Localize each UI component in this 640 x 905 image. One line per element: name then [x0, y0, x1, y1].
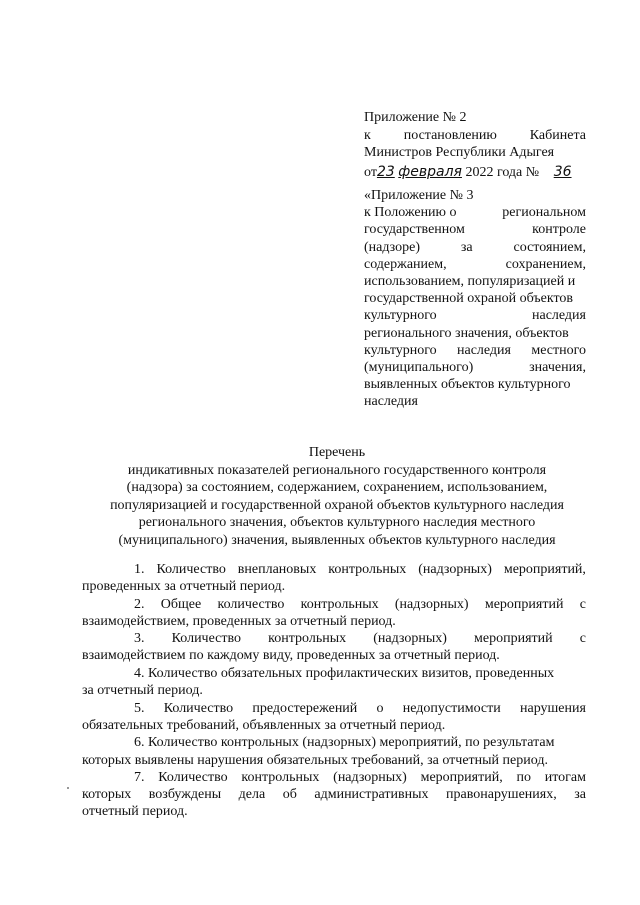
- w: культурного: [364, 342, 437, 358]
- w: (муниципального): [364, 360, 474, 376]
- word: (надзорных): [418, 562, 492, 577]
- appendix-date-line: [364, 164, 586, 182]
- list-item-continuation: за отчетный период.: [82, 683, 203, 699]
- list-heading: Перечень: [308, 445, 366, 460]
- word: Количество: [158, 770, 228, 786]
- reference-row: [364, 204, 586, 221]
- w: значения,: [529, 360, 586, 376]
- date-month-handwritten: февраля: [398, 163, 462, 180]
- reference-row: использованием, популяризацией и: [364, 274, 576, 290]
- reference-row: [364, 221, 586, 238]
- reference-block: [364, 187, 586, 411]
- appendix-line-3: Министров Республики Адыгея: [364, 145, 555, 160]
- word: с: [579, 631, 586, 647]
- w: состоянием,: [513, 239, 586, 255]
- w: сохранением,: [505, 256, 586, 272]
- word: мероприятий,: [503, 562, 586, 577]
- title-line: (муниципального) значения, выявленных объектов культурного наследия: [118, 532, 556, 548]
- w: контроле: [532, 222, 586, 238]
- word: нарушения: [520, 700, 586, 716]
- word: мероприятий,: [420, 770, 503, 786]
- word: предостережений: [252, 700, 358, 716]
- word: контрольных: [241, 770, 320, 786]
- word: о: [376, 700, 384, 716]
- list-item: [82, 561, 586, 595]
- title-line: (надзора) за состоянием, содержанием, сохранением, использованием,: [126, 480, 548, 496]
- scan-speck: [67, 787, 69, 789]
- date-prefix: от: [364, 164, 377, 180]
- title-line: индикативных показателей регионального государственного контроля: [127, 462, 547, 478]
- word: контрольных: [328, 562, 407, 577]
- word: Количество: [163, 700, 234, 716]
- reference-row: регионального значения, объектов: [364, 325, 569, 341]
- list-item-continuation: взаимодействием, проведенных за отчетный период.: [82, 613, 396, 629]
- w: наследия: [532, 308, 586, 324]
- appendix-title: Приложение № 2: [364, 110, 467, 125]
- word: 3.: [134, 631, 145, 647]
- word: 5.: [134, 700, 145, 716]
- word: количество: [217, 596, 285, 612]
- word: (надзорных): [373, 631, 447, 647]
- word: итогам: [544, 770, 586, 786]
- list-item-first-line: 4. Количество обязательных профилактических визитов, проведенных: [134, 666, 555, 682]
- word: 1.: [134, 562, 145, 577]
- list-item-first-line: [82, 700, 586, 717]
- reference-row: [364, 239, 586, 256]
- word: 7.: [134, 770, 145, 786]
- list-item: [82, 734, 586, 768]
- list-item-continuation: обязательных требований, объявленных за отчетный период.: [82, 717, 446, 733]
- reference-title: «Приложение № 3: [364, 188, 474, 203]
- appendix-line-2: [364, 127, 586, 145]
- w: содержанием,: [364, 256, 447, 272]
- list-item: [82, 630, 586, 664]
- title-line: регионального значения, объектов культурного наследия местного: [138, 515, 536, 531]
- word: 2.: [134, 596, 145, 612]
- list-item: [82, 596, 586, 630]
- list-item: [82, 700, 586, 734]
- word: с: [579, 596, 586, 612]
- list-item: [82, 665, 586, 699]
- word: контрольных: [268, 631, 347, 647]
- list-item-continuation: взаимодействием по каждому виду, проведенных за отчетный период.: [82, 648, 500, 664]
- document-number-handwritten: 36: [553, 163, 572, 180]
- title-line: популяризацией и государственной охраной объектов культурного наследия: [110, 497, 564, 513]
- word: Количество: [171, 631, 242, 647]
- word: Кабинета: [529, 127, 586, 143]
- list-item-first-line: 6. Количество контрольных (надзорных) мероприятий, по результатам: [134, 735, 555, 751]
- reference-row: [364, 256, 586, 273]
- word: контрольных: [300, 596, 379, 612]
- word: (надзорных): [394, 596, 469, 612]
- word: (надзорных): [333, 770, 407, 786]
- word: Общее: [160, 596, 202, 612]
- date-year: 2022 года №: [465, 164, 540, 180]
- reference-row: [364, 342, 586, 359]
- word: внеплановых: [237, 562, 317, 577]
- list-item-first-line: [82, 596, 586, 613]
- list-item: [82, 769, 586, 820]
- reference-row: государственной охраной объектов: [364, 291, 574, 307]
- appendix-header: [364, 109, 586, 181]
- list-title: [82, 444, 592, 550]
- indicator-list: [82, 561, 586, 821]
- w: культурного: [364, 308, 437, 324]
- list-item-first-line: [82, 561, 586, 578]
- word: Количество: [156, 562, 226, 577]
- w: государственном: [364, 222, 465, 238]
- word: мероприятий: [484, 596, 564, 612]
- date-day-handwritten: 23: [376, 163, 395, 180]
- reference-row: [364, 359, 586, 376]
- w: за: [460, 239, 473, 255]
- word: по: [516, 770, 531, 786]
- w: (надзоре): [364, 239, 420, 255]
- word: недопустимости: [402, 700, 501, 716]
- w: наследия: [457, 342, 511, 358]
- w: к Положению о: [364, 205, 457, 221]
- word: постановлению: [403, 127, 497, 143]
- list-item-continuation: отчетный период.: [82, 804, 188, 820]
- list-item-first-line: [82, 769, 586, 786]
- w: региональном: [502, 205, 586, 221]
- list-item-continuation: которых возбуждены дела об административных правонарушениях, за: [82, 787, 586, 803]
- reference-row: выявленных объектов культурного: [364, 377, 571, 393]
- list-item-continuation: проведенных за отчетный период.: [82, 579, 286, 595]
- word: мероприятий: [474, 631, 553, 647]
- list-item-continuation: которых выявлены нарушения обязательных требований, за отчетный период.: [82, 752, 548, 768]
- w: местного: [531, 342, 586, 358]
- word: к: [364, 127, 371, 143]
- reference-row: [364, 307, 586, 324]
- reference-last: наследия: [364, 394, 418, 410]
- list-item-first-line: [82, 630, 586, 647]
